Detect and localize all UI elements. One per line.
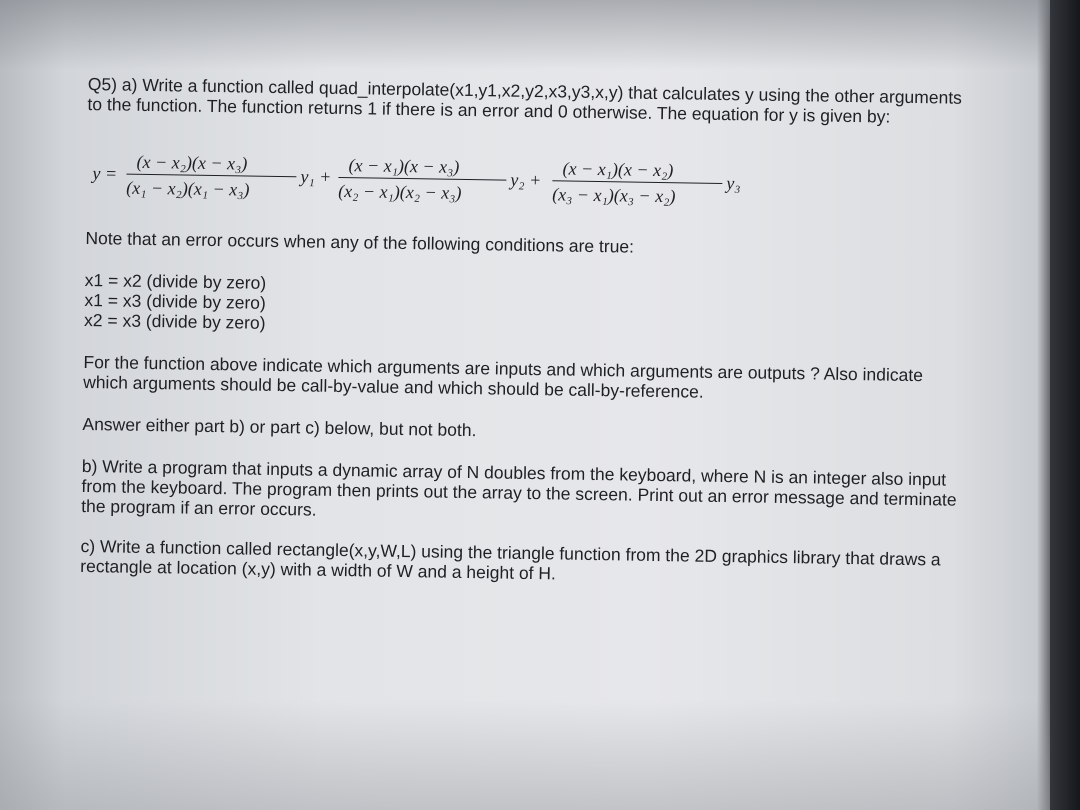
question-document <box>80 74 968 590</box>
error-note: Note that an error occurs when any of the following conditions are true: <box>85 227 635 257</box>
term3-fraction-bar <box>552 180 722 184</box>
term1-fraction-bar <box>126 174 296 178</box>
condition-item: x1 = x2 (divide by zero) <box>84 269 267 293</box>
screen-bezel <box>1050 0 1080 810</box>
term1-variable: y₁ + <box>300 166 332 187</box>
condition-item: x2 = x3 (divide by zero) <box>83 309 266 333</box>
equation-lhs: y = <box>92 163 118 184</box>
part-b-question: b) Write a program that inputs a dynamic array of N doubles from the keyboard, where N is an integer also input from the keyboard. The program then prints out the array to the screen. Print out an error message and terminate the program if an error occurs. <box>81 455 957 520</box>
inputs-outputs-question: For the function above indicate which arguments are inputs and which arguments are outputs ? Also indicate which arguments should be call-by-value and which should be call-by-reference. <box>83 351 924 402</box>
term3-denominator: (x₃ − x₁)(x₃ − x₂) <box>552 184 676 207</box>
term1-numerator: (x − x₂)(x − x₃) <box>136 151 248 174</box>
term3-variable: y₃ <box>726 173 741 194</box>
interpolation-equation <box>86 136 967 228</box>
top-shadow <box>0 0 1080 70</box>
question-intro: Q5) a) Write a function called quad_interpolate(x1,y1,x2,y2,x3,y3,x,y) that calculates y using the other arguments to the function. The function returns 1 if there is an error and 0 otherwise. The equation for y is given by: <box>87 74 963 127</box>
term2-denominator: (x₂ − x₁)(x₂ − x₃) <box>338 180 462 203</box>
condition-item: x1 = x3 (divide by zero) <box>84 289 266 313</box>
answer-instruction: Answer either part b) or part c) below, but not both. <box>82 413 477 441</box>
term3-numerator: (x − x₁)(x − x₂) <box>562 158 674 181</box>
term2-fraction-bar <box>338 177 506 181</box>
term2-variable: y₂ + <box>510 169 542 191</box>
error-conditions-list <box>84 270 965 344</box>
bottom-shadow <box>0 700 1080 810</box>
part-c-question: c) Write a function called rectangle(x,y,W,L) using the triangle function from the 2D graphics library that draws a rectangle at location (x,y) with a width of W and a height of H. <box>80 535 941 584</box>
term1-denominator: (x₁ − x₂)(x₁ − x₃) <box>126 177 250 200</box>
term2-numerator: (x − x₁)(x − x₃) <box>348 155 460 177</box>
